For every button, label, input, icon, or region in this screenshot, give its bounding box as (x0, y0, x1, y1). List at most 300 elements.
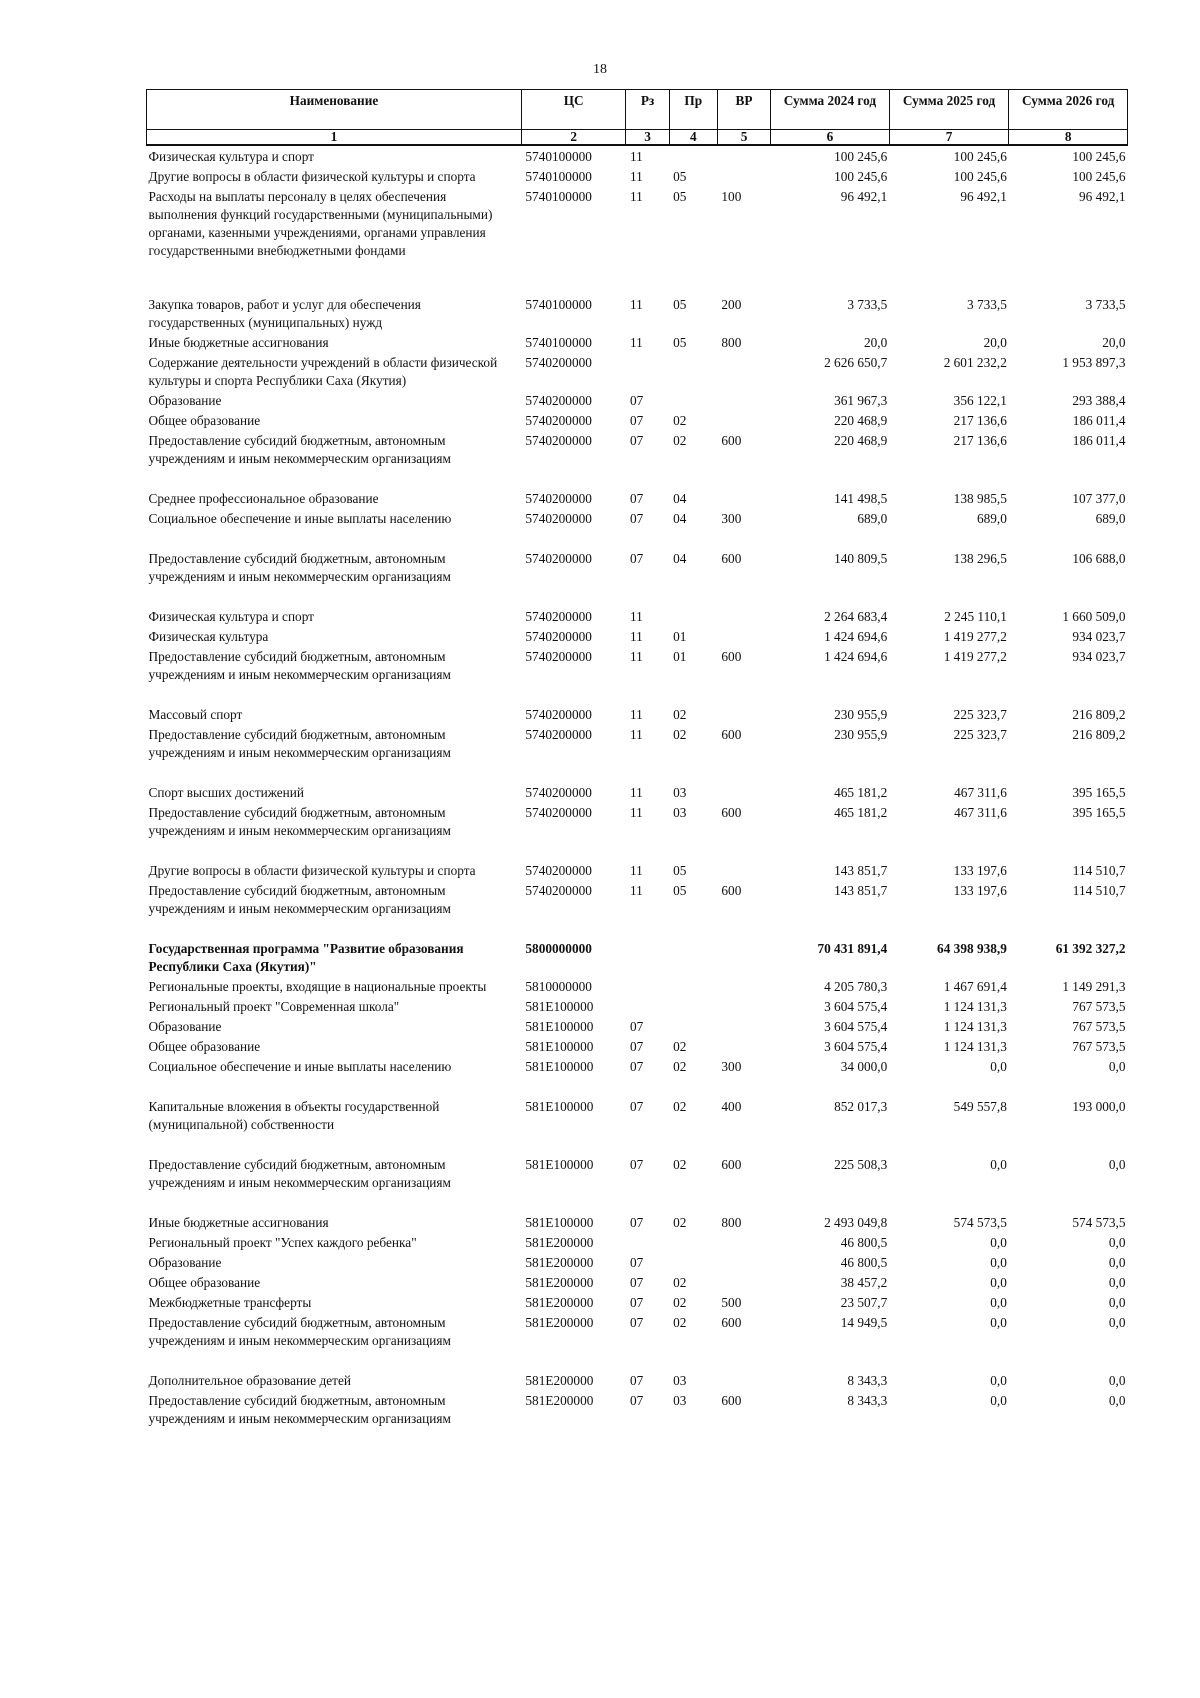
cell-s24: 3 604 575,4 (824, 999, 888, 1014)
cell-rz: 07 (629, 1215, 644, 1230)
cell-vr: 600 (721, 649, 742, 664)
table-row (147, 1016, 1128, 1036)
cell-cs: 581E100000 (525, 1099, 594, 1114)
cell-s25: 64 398 938,9 (937, 941, 1007, 956)
table-row (147, 332, 1128, 352)
cell-s24: 220 468,9 (834, 433, 888, 448)
cell-cs: 581E200000 (525, 1373, 594, 1388)
table-row (147, 1154, 1128, 1212)
cell-cs: 5740200000 (525, 883, 592, 898)
cell-s25: 20,0 (983, 335, 1007, 350)
column-number: 4 (669, 130, 717, 146)
cell-s25: 138 296,5 (953, 551, 1007, 566)
table-row (147, 294, 1128, 332)
cell-name: Иные бюджетные ассигнования (148, 335, 329, 350)
cell-pr (669, 996, 717, 1016)
cell-pr: 05 (673, 169, 687, 184)
cell-name: Дополнительное образование детей (148, 1373, 351, 1388)
cell-s26: 689,0 (1095, 511, 1126, 526)
column-number: 6 (771, 130, 890, 146)
cell-s24: 46 800,5 (840, 1235, 888, 1250)
cell-s26: 216 809,2 (1072, 727, 1126, 742)
cell-vr: 600 (721, 805, 742, 820)
cell-s24: 14 949,5 (840, 1315, 888, 1330)
cell-rz: 11 (629, 609, 643, 624)
cell-pr (669, 1232, 717, 1252)
cell-s26: 20,0 (1102, 335, 1126, 350)
cell-cs: 5740200000 (525, 727, 592, 742)
cell-name: Социальное обеспечение и иные выплаты населению (148, 511, 452, 526)
cell-vr (717, 1016, 770, 1036)
cell-cs: 5740100000 (525, 297, 592, 312)
cell-s25: 0,0 (990, 1295, 1007, 1310)
cell-s26: 96 492,1 (1078, 189, 1126, 204)
cell-s24: 3 604 575,4 (824, 1039, 888, 1054)
cell-s26: 107 377,0 (1072, 491, 1126, 506)
table-row (147, 508, 1128, 548)
cell-s26: 216 809,2 (1072, 707, 1126, 722)
cell-pr (669, 145, 717, 166)
cell-pr (669, 606, 717, 626)
cell-pr: 02 (673, 1295, 687, 1310)
cell-s25: 0,0 (990, 1393, 1007, 1408)
cell-vr: 600 (721, 883, 742, 898)
cell-rz: 07 (629, 393, 644, 408)
cell-name: Другие вопросы в области физической культуры и спорта (148, 863, 476, 878)
cell-pr: 02 (673, 413, 687, 428)
cell-s26: 186 011,4 (1072, 413, 1126, 428)
cell-rz: 07 (629, 511, 644, 526)
table-row (147, 1232, 1128, 1252)
cell-cs: 581E200000 (525, 1315, 594, 1330)
cell-s26: 293 388,4 (1072, 393, 1126, 408)
cell-pr: 04 (673, 551, 687, 566)
cell-name: Региональный проект "Современная школа" (148, 999, 400, 1014)
table-row (147, 1292, 1128, 1312)
cell-name: Образование (148, 1019, 222, 1034)
cell-name: Расходы на выплаты персоналу в целях обеспечения выполнения функций государственными (муниципальными) органами, казенными учреждениями, органами управления государственными внебюджетными фондами (148, 189, 493, 258)
table-row (147, 1272, 1128, 1292)
cell-s25: 1 124 131,3 (943, 999, 1007, 1014)
table-row (147, 1212, 1128, 1232)
header-sum-2025: Сумма 2025 год (889, 90, 1009, 130)
cell-vr (717, 976, 770, 996)
table-row (147, 145, 1128, 166)
column-number: 5 (717, 130, 770, 146)
cell-rz (626, 938, 669, 976)
header-rz: Рз (626, 90, 669, 130)
cell-cs: 5740100000 (525, 169, 592, 184)
cell-s26: 767 573,5 (1072, 999, 1126, 1014)
cell-rz (626, 996, 669, 1016)
cell-s25: 2 601 232,2 (943, 355, 1007, 370)
cell-name: Капитальные вложения в объекты государственной (муниципальной) собственности (148, 1099, 440, 1132)
cell-vr (717, 390, 770, 410)
cell-name: Предоставление субсидий бюджетным, автономным учреждениям и иным некоммерческим организациям (148, 1157, 451, 1190)
cell-s24: 230 955,9 (834, 707, 888, 722)
cell-vr: 600 (721, 727, 742, 742)
cell-pr (669, 1252, 717, 1272)
cell-pr: 02 (673, 707, 687, 722)
table-row (147, 782, 1128, 802)
cell-s25: 225 323,7 (953, 707, 1007, 722)
table-row (147, 1370, 1128, 1390)
cell-vr (717, 860, 770, 880)
cell-name: Общее образование (148, 1275, 261, 1290)
cell-cs: 581E100000 (525, 999, 594, 1014)
column-number: 1 (147, 130, 522, 146)
cell-pr (669, 390, 717, 410)
cell-s26: 395 165,5 (1072, 785, 1126, 800)
cell-s24: 361 967,3 (834, 393, 888, 408)
cell-s24: 96 492,1 (840, 189, 888, 204)
cell-cs: 5740200000 (525, 785, 592, 800)
cell-s26: 1 149 291,3 (1062, 979, 1126, 994)
cell-vr: 500 (721, 1295, 742, 1310)
cell-cs: 581E100000 (525, 1019, 594, 1034)
cell-s24: 2 493 049,8 (824, 1215, 888, 1230)
budget-table (146, 89, 1128, 1428)
table-row (147, 626, 1128, 646)
cell-s26: 0,0 (1108, 1235, 1126, 1250)
cell-s25: 217 136,6 (953, 433, 1007, 448)
cell-s24: 23 507,7 (840, 1295, 888, 1310)
cell-s24: 230 955,9 (834, 727, 888, 742)
cell-rz: 07 (629, 1373, 644, 1388)
cell-name: Образование (148, 1255, 222, 1270)
cell-pr: 03 (673, 785, 687, 800)
cell-rz: 11 (629, 189, 643, 204)
cell-s25: 0,0 (990, 1157, 1007, 1172)
cell-name: Физическая культура и спорт (148, 149, 314, 164)
cell-s24: 4 205 780,3 (824, 979, 888, 994)
cell-rz: 11 (629, 707, 643, 722)
cell-s26: 767 573,5 (1072, 1019, 1126, 1034)
cell-name: Общее образование (148, 1039, 261, 1054)
cell-name: Предоставление субсидий бюджетным, автономным учреждениям и иным некоммерческим организациям (148, 727, 451, 760)
cell-cs: 5740200000 (525, 491, 592, 506)
cell-rz: 11 (629, 863, 643, 878)
cell-name: Межбюджетные трансферты (148, 1295, 312, 1310)
cell-pr: 02 (673, 1315, 687, 1330)
cell-s26: 0,0 (1108, 1275, 1126, 1290)
cell-vr: 300 (721, 1059, 742, 1074)
table-row (147, 1036, 1128, 1056)
cell-pr: 02 (673, 433, 687, 448)
cell-rz: 07 (629, 491, 644, 506)
cell-vr (717, 606, 770, 626)
cell-s26: 100 245,6 (1072, 169, 1126, 184)
cell-pr: 02 (673, 1099, 687, 1114)
cell-s24: 46 800,5 (840, 1255, 888, 1270)
cell-s25: 100 245,6 (953, 169, 1007, 184)
cell-rz (626, 976, 669, 996)
cell-s26: 934 023,7 (1072, 649, 1126, 664)
cell-cs: 5740200000 (525, 433, 592, 448)
cell-name: Общее образование (148, 413, 261, 428)
cell-name: Среднее профессиональное образование (148, 491, 379, 506)
column-number-row (147, 130, 1128, 146)
cell-pr (669, 976, 717, 996)
cell-cs: 581E100000 (525, 1039, 594, 1054)
cell-s26: 0,0 (1108, 1157, 1126, 1172)
cell-pr: 05 (673, 189, 687, 204)
cell-s26: 0,0 (1108, 1059, 1126, 1074)
cell-cs: 581E200000 (525, 1255, 594, 1270)
table-row (147, 880, 1128, 938)
cell-name: Предоставление субсидий бюджетным, автономным учреждениям и иным некоммерческим организациям (148, 649, 451, 682)
cell-vr (717, 938, 770, 976)
table-row (147, 430, 1128, 488)
cell-rz: 11 (629, 805, 643, 820)
cell-s25: 225 323,7 (953, 727, 1007, 742)
cell-pr: 01 (673, 629, 687, 644)
cell-rz: 07 (629, 1275, 644, 1290)
cell-rz: 11 (629, 727, 643, 742)
cell-rz: 07 (629, 1295, 644, 1310)
cell-cs: 581E100000 (525, 1059, 594, 1074)
cell-s26: 100 245,6 (1072, 149, 1126, 164)
cell-s25: 100 245,6 (953, 149, 1007, 164)
header-sum-2024: Сумма 2024 год (771, 90, 890, 130)
cell-s26: 1 660 509,0 (1062, 609, 1126, 624)
cell-s25: 96 492,1 (960, 189, 1007, 204)
cell-s25: 217 136,6 (953, 413, 1007, 428)
cell-s25: 133 197,6 (953, 883, 1007, 898)
table-row (147, 860, 1128, 880)
cell-name: Другие вопросы в области физической культуры и спорта (148, 169, 476, 184)
cell-s24: 1 424 694,6 (824, 629, 888, 644)
cell-cs: 5740200000 (525, 707, 592, 722)
cell-s24: 70 431 891,4 (817, 941, 888, 956)
cell-vr: 200 (721, 297, 742, 312)
cell-cs: 5800000000 (525, 941, 592, 956)
table-row (147, 410, 1128, 430)
cell-rz: 07 (629, 1393, 644, 1408)
cell-name: Содержание деятельности учреждений в области физической культуры и спорта Республики Саха (Якутия) (148, 355, 498, 388)
cell-pr: 02 (673, 1039, 687, 1054)
cell-pr (669, 938, 717, 976)
table-body (147, 145, 1128, 1428)
page-number: 18 (593, 62, 607, 77)
cell-cs: 5740200000 (525, 805, 592, 820)
table-row (147, 938, 1128, 976)
cell-rz: 07 (629, 433, 644, 448)
cell-s25: 1 419 277,2 (943, 649, 1007, 664)
cell-cs: 5740200000 (525, 393, 592, 408)
cell-s25: 356 122,1 (953, 393, 1007, 408)
cell-s26: 114 510,7 (1072, 883, 1126, 898)
cell-vr: 600 (721, 433, 742, 448)
cell-s26: 0,0 (1108, 1315, 1126, 1330)
cell-vr: 600 (721, 1157, 742, 1172)
header-vr: ВР (717, 90, 770, 130)
cell-cs: 5740100000 (525, 189, 592, 204)
cell-s24: 143 851,7 (834, 863, 888, 878)
cell-s26: 574 573,5 (1072, 1215, 1126, 1230)
cell-rz: 07 (629, 1157, 644, 1172)
cell-vr (717, 488, 770, 508)
cell-vr: 800 (721, 1215, 742, 1230)
cell-s26: 61 392 327,2 (1055, 941, 1126, 956)
cell-s26: 3 733,5 (1085, 297, 1126, 312)
cell-s25: 467 311,6 (954, 785, 1007, 800)
cell-s25: 0,0 (990, 1059, 1007, 1074)
cell-cs: 581E200000 (525, 1295, 594, 1310)
cell-name: Региональный проект "Успех каждого ребенка" (148, 1235, 417, 1250)
table-row (147, 488, 1128, 508)
table-row (147, 1312, 1128, 1370)
cell-s26: 0,0 (1108, 1255, 1126, 1270)
cell-pr: 02 (673, 1275, 687, 1290)
cell-rz: 07 (629, 1315, 644, 1330)
cell-rz (626, 352, 669, 390)
cell-rz: 07 (629, 551, 644, 566)
cell-cs: 5740100000 (525, 335, 592, 350)
table-row (147, 166, 1128, 186)
cell-cs: 5740200000 (525, 413, 592, 428)
cell-vr: 600 (721, 1393, 742, 1408)
cell-name: Массовый спорт (148, 707, 243, 722)
cell-pr: 05 (673, 863, 687, 878)
cell-vr (717, 1272, 770, 1292)
table-row (147, 390, 1128, 410)
cell-vr: 300 (721, 511, 742, 526)
cell-pr: 02 (673, 727, 687, 742)
cell-s26: 193 000,0 (1072, 1099, 1126, 1114)
cell-vr (717, 996, 770, 1016)
cell-s26: 767 573,5 (1072, 1039, 1126, 1054)
cell-rz: 11 (629, 335, 643, 350)
cell-rz: 11 (629, 149, 643, 164)
cell-s24: 689,0 (857, 511, 888, 526)
cell-cs: 581E200000 (525, 1275, 594, 1290)
cell-rz: 07 (629, 1059, 644, 1074)
cell-name: Закупка товаров, работ и услуг для обеспечения государственных (муниципальных) нужд (148, 297, 421, 330)
cell-s25: 0,0 (990, 1275, 1007, 1290)
cell-s25: 1 419 277,2 (943, 629, 1007, 644)
cell-vr (717, 410, 770, 430)
cell-pr: 03 (673, 805, 687, 820)
cell-rz: 11 (629, 629, 643, 644)
cell-s25: 689,0 (976, 511, 1007, 526)
cell-name: Предоставление субсидий бюджетным, автономным учреждениям и иным некоммерческим организациям (148, 1315, 451, 1348)
cell-pr (669, 1016, 717, 1036)
table-row (147, 352, 1128, 390)
cell-name: Социальное обеспечение и иные выплаты населению (148, 1059, 452, 1074)
cell-name: Иные бюджетные ассигнования (148, 1215, 329, 1230)
cell-s24: 1 424 694,6 (824, 649, 888, 664)
cell-name: Физическая культура (148, 629, 269, 644)
header-pr: Пр (669, 90, 717, 130)
cell-s25: 2 245 110,1 (944, 609, 1007, 624)
cell-pr: 03 (673, 1393, 687, 1408)
cell-s24: 465 181,2 (834, 785, 888, 800)
cell-cs: 5740200000 (525, 355, 592, 370)
cell-s25: 1 124 131,3 (943, 1019, 1007, 1034)
table-row (147, 606, 1128, 626)
table-row (147, 548, 1128, 606)
cell-name: Предоставление субсидий бюджетным, автономным учреждениям и иным некоммерческим организациям (148, 883, 451, 916)
table-row (147, 724, 1128, 782)
table-row (147, 802, 1128, 860)
cell-s24: 38 457,2 (840, 1275, 888, 1290)
cell-rz: 07 (629, 413, 644, 428)
cell-pr: 03 (673, 1373, 687, 1388)
cell-pr: 05 (673, 335, 687, 350)
cell-pr: 04 (673, 511, 687, 526)
cell-s24: 34 000,0 (840, 1059, 888, 1074)
cell-name: Предоставление субсидий бюджетным, автономным учреждениям и иным некоммерческим организациям (148, 805, 451, 838)
table-row (147, 1390, 1128, 1428)
table-row (147, 1096, 1128, 1154)
cell-s25: 138 985,5 (953, 491, 1007, 506)
table-row (147, 996, 1128, 1016)
cell-s24: 225 508,3 (834, 1157, 888, 1172)
cell-vr (717, 352, 770, 390)
cell-s25: 0,0 (990, 1373, 1007, 1388)
cell-cs: 5740100000 (525, 149, 592, 164)
cell-s24: 8 343,3 (847, 1373, 888, 1388)
cell-cs: 5740200000 (525, 629, 592, 644)
cell-s25: 574 573,5 (953, 1215, 1007, 1230)
table-header-row (147, 90, 1128, 130)
cell-cs: 581E100000 (525, 1157, 594, 1172)
cell-s24: 141 498,5 (834, 491, 888, 506)
cell-rz: 07 (629, 1099, 644, 1114)
cell-rz: 07 (629, 1255, 644, 1270)
table-row (147, 186, 1128, 294)
cell-s26: 0,0 (1108, 1393, 1126, 1408)
cell-name: Предоставление субсидий бюджетным, автономным учреждениям и иным некоммерческим организациям (148, 551, 451, 584)
cell-s24: 100 245,6 (834, 149, 888, 164)
cell-s24: 143 851,7 (834, 883, 888, 898)
cell-cs: 581E100000 (525, 1215, 594, 1230)
cell-cs: 581E200000 (525, 1393, 594, 1408)
cell-s26: 106 688,0 (1072, 551, 1126, 566)
cell-pr: 05 (673, 297, 687, 312)
cell-rz: 07 (629, 1019, 644, 1034)
cell-s26: 395 165,5 (1072, 805, 1126, 820)
cell-cs: 5740200000 (525, 511, 592, 526)
cell-cs: 581E200000 (525, 1235, 594, 1250)
cell-s26: 186 011,4 (1072, 433, 1126, 448)
cell-vr: 400 (721, 1099, 742, 1114)
cell-rz: 11 (629, 169, 643, 184)
cell-vr (717, 782, 770, 802)
cell-name: Государственная программа "Развитие образования Республики Саха (Якутия)" (148, 941, 464, 974)
table-row (147, 1252, 1128, 1272)
cell-cs: 5810000000 (525, 979, 592, 994)
cell-s24: 140 809,5 (834, 551, 888, 566)
header-name: Наименование (147, 90, 522, 130)
cell-name: Образование (148, 393, 222, 408)
column-number: 7 (889, 130, 1009, 146)
cell-vr (717, 1232, 770, 1252)
cell-s25: 1 467 691,4 (943, 979, 1007, 994)
cell-vr (717, 1370, 770, 1390)
cell-vr (717, 1252, 770, 1272)
cell-s25: 0,0 (990, 1315, 1007, 1330)
cell-vr: 800 (721, 335, 742, 350)
cell-rz: 11 (629, 785, 643, 800)
cell-s26: 0,0 (1108, 1373, 1126, 1388)
cell-vr: 600 (721, 1315, 742, 1330)
cell-s24: 220 468,9 (834, 413, 888, 428)
cell-s24: 20,0 (863, 335, 888, 350)
cell-name: Предоставление субсидий бюджетным, автономным учреждениям и иным некоммерческим организациям (148, 433, 451, 466)
cell-name: Предоставление субсидий бюджетным, автономным учреждениям и иным некоммерческим организациям (148, 1393, 451, 1426)
